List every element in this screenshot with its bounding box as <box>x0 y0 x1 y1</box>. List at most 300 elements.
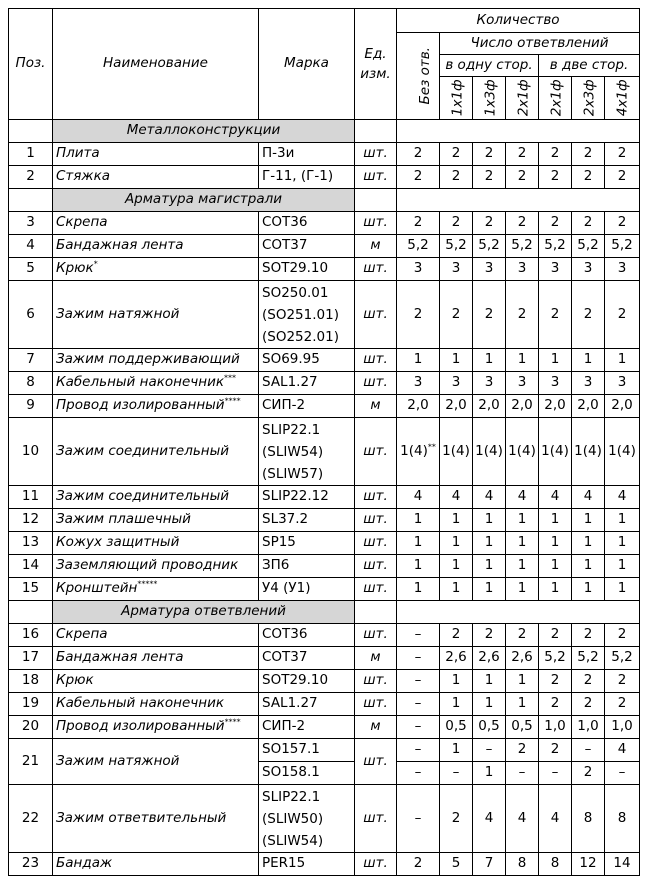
row-qty: 4 <box>572 486 605 509</box>
row-qty: 0,5 <box>473 716 506 739</box>
row-name <box>53 395 259 418</box>
row-qty <box>397 418 440 486</box>
row-pos: 13 <box>9 532 53 555</box>
row-qty: 2 <box>539 670 572 693</box>
row-pos: 9 <box>9 395 53 418</box>
row-qty: 1 <box>440 349 473 372</box>
row-qty: 5,2 <box>397 235 440 258</box>
row-name <box>53 509 259 532</box>
row-qty: – <box>506 762 539 785</box>
col-header-two-sides: в две стор. <box>539 55 640 77</box>
row-name-text: Плита <box>56 145 100 162</box>
row-qty: 1 <box>440 670 473 693</box>
row-qty: – <box>539 762 572 785</box>
row-mark-line: SLIP22.12 <box>262 488 329 505</box>
row-qty: 4 <box>506 486 539 509</box>
row-mark <box>259 235 355 258</box>
row-mark <box>259 349 355 372</box>
row-name-text: Бандаж <box>56 855 113 872</box>
col-header-name: Наименование <box>53 9 259 120</box>
row-qty: 2 <box>473 281 506 349</box>
table-row <box>9 418 640 486</box>
row-name <box>53 166 259 189</box>
row-qty: 4 <box>397 486 440 509</box>
col-header-variant <box>539 77 572 120</box>
row-qty: 8 <box>539 853 572 876</box>
row-qty: 3 <box>397 372 440 395</box>
row-qty: 3 <box>605 258 640 281</box>
row-qty: 8 <box>506 853 539 876</box>
row-unit: шт. <box>355 486 397 509</box>
row-unit: шт. <box>355 853 397 876</box>
row-qty: – <box>397 739 440 762</box>
row-name-text: Заземляющий проводник <box>56 557 239 574</box>
row-unit: шт. <box>355 258 397 281</box>
row-qty: 5,2 <box>539 235 572 258</box>
row-name-text: Бандажная лента <box>56 237 184 254</box>
row-qty: 1 <box>539 555 572 578</box>
section-title: Арматура магистрали <box>53 189 355 212</box>
row-qty: – <box>397 762 440 785</box>
section-unit-cell <box>355 120 397 143</box>
table-row <box>9 693 640 716</box>
row-qty: 2 <box>539 739 572 762</box>
row-name: Зажим натяжной <box>53 739 259 785</box>
row-qty: 1 <box>506 532 539 555</box>
row-mark <box>259 486 355 509</box>
row-qty: 2 <box>397 143 440 166</box>
row-mark-line: (SLIW57) <box>262 465 324 482</box>
row-name <box>53 693 259 716</box>
row-name-footnote-mark: **** <box>224 396 241 406</box>
table-row <box>9 785 640 853</box>
row-qty: 1 <box>440 555 473 578</box>
row-name-text: Зажим соединительный <box>56 442 230 459</box>
section-qty-cell <box>397 601 640 624</box>
row-name-text: Кожух защитный <box>56 534 180 551</box>
row-name <box>53 372 259 395</box>
table-row <box>9 372 640 395</box>
row-name-text: Зажим ответвительный <box>56 809 227 826</box>
row-qty-footnote-mark: ** <box>427 442 436 452</box>
row-mark <box>259 670 355 693</box>
row-name <box>53 212 259 235</box>
row-mark-line: (SLIW50) <box>262 810 324 827</box>
row-name <box>53 555 259 578</box>
row-name-text: Зажим соединительный <box>56 488 230 505</box>
col-header-no-branch-label: Без отв. <box>416 47 433 105</box>
row-pos: 20 <box>9 716 53 739</box>
table-row <box>9 624 640 647</box>
row-qty: 1 <box>572 578 605 601</box>
row-qty: 4 <box>506 785 539 853</box>
row-qty: 5,2 <box>506 235 539 258</box>
row-unit: шт. <box>355 349 397 372</box>
row-mark-line: COT37 <box>262 649 308 666</box>
row-qty: 1 <box>572 509 605 532</box>
table-row <box>9 509 640 532</box>
row-unit: шт. <box>355 281 397 349</box>
row-qty: 2 <box>572 624 605 647</box>
row-qty: 1(4) <box>440 418 473 486</box>
row-name <box>53 716 259 739</box>
row-unit: шт. <box>355 624 397 647</box>
row-pos: 10 <box>9 418 53 486</box>
col-header-one-side: в одну стор. <box>440 55 539 77</box>
row-mark <box>259 258 355 281</box>
row-name-text: Зажим плашечный <box>56 511 191 528</box>
row-qty: 3 <box>572 372 605 395</box>
row-name <box>53 785 259 853</box>
col-header-variant-label: 1х1ф <box>449 79 466 117</box>
row-qty: 2 <box>473 212 506 235</box>
row-qty: 4 <box>440 486 473 509</box>
row-qty: 2 <box>539 624 572 647</box>
row-qty: 1 <box>473 693 506 716</box>
row-qty: 1(4) <box>473 418 506 486</box>
col-header-variant <box>605 77 640 120</box>
table-row <box>9 716 640 739</box>
row-qty: 1(4) <box>605 418 640 486</box>
row-mark <box>259 555 355 578</box>
row-name-text: Крюк <box>56 672 94 689</box>
row-qty: 7 <box>473 853 506 876</box>
table-row <box>9 281 640 349</box>
col-header-unit <box>355 9 397 120</box>
row-qty: 3 <box>572 258 605 281</box>
row-qty: 1 <box>539 509 572 532</box>
row-mark-line: SO69.95 <box>262 351 320 368</box>
row-mark <box>259 509 355 532</box>
row-name <box>53 349 259 372</box>
row-qty: 2 <box>440 166 473 189</box>
row-qty: 1 <box>572 349 605 372</box>
row-qty: 1 <box>440 578 473 601</box>
row-qty: 2 <box>397 853 440 876</box>
row-qty: 1 <box>440 509 473 532</box>
row-qty: 3 <box>506 372 539 395</box>
row-mark <box>259 853 355 876</box>
row-name <box>53 486 259 509</box>
row-mark-line: SO250.01 <box>262 284 329 301</box>
col-header-variant <box>473 77 506 120</box>
row-qty: 1 <box>506 578 539 601</box>
row-pos: 2 <box>9 166 53 189</box>
row-qty: 3 <box>605 372 640 395</box>
row-qty: 2 <box>539 212 572 235</box>
row-unit: шт. <box>355 143 397 166</box>
col-header-mark: Марка <box>259 9 355 120</box>
row-qty: – <box>397 693 440 716</box>
row-mark <box>259 372 355 395</box>
row-unit: шт. <box>355 532 397 555</box>
row-qty: 2 <box>539 693 572 716</box>
row-qty: 1 <box>473 532 506 555</box>
row-qty: 1 <box>539 578 572 601</box>
row-qty: 2 <box>506 281 539 349</box>
row-name-text: Крюк <box>56 260 94 277</box>
row-qty: 2 <box>539 166 572 189</box>
row-qty: 1(4) <box>572 418 605 486</box>
section-pos-cell <box>9 601 53 624</box>
row-qty: 2,0 <box>473 395 506 418</box>
row-pos: 21 <box>9 739 53 785</box>
row-name <box>53 258 259 281</box>
specification-table <box>8 8 640 876</box>
row-qty: 1 <box>397 509 440 532</box>
row-qty: 2 <box>605 143 640 166</box>
section-row <box>9 601 640 624</box>
row-pos: 15 <box>9 578 53 601</box>
row-qty: 2 <box>440 281 473 349</box>
row-pos: 7 <box>9 349 53 372</box>
row-qty: 2 <box>572 166 605 189</box>
row-name-text: Стяжка <box>56 168 110 185</box>
row-qty: 2,0 <box>506 395 539 418</box>
row-name-text: Зажим натяжной <box>56 305 180 322</box>
section-unit-cell <box>355 601 397 624</box>
row-name <box>53 235 259 258</box>
row-mark-line: СИП-2 <box>262 397 306 414</box>
row-qty: 2 <box>397 281 440 349</box>
row-qty: 2 <box>506 739 539 762</box>
col-header-variant-label: 2х1ф <box>548 79 565 117</box>
row-qty: 5,2 <box>605 235 640 258</box>
row-qty: 2,0 <box>539 395 572 418</box>
row-qty: 4 <box>605 739 640 762</box>
row-name-text: Бандажная лента <box>56 649 184 666</box>
col-header-variant <box>572 77 605 120</box>
row-unit: шт. <box>355 578 397 601</box>
row-qty: 12 <box>572 853 605 876</box>
section-title: Арматура ответвлений <box>53 601 355 624</box>
row-mark-line: SP15 <box>262 534 296 551</box>
section-qty-cell <box>397 120 640 143</box>
row-qty: 1,0 <box>572 716 605 739</box>
row-mark-line: SOT29.10 <box>262 260 329 277</box>
row-qty: 1 <box>440 532 473 555</box>
row-name <box>53 647 259 670</box>
row-pos: 6 <box>9 281 53 349</box>
row-name <box>53 143 259 166</box>
row-name-text: Скрепа <box>56 626 108 643</box>
col-header-variant-label: 4х1ф <box>614 79 631 117</box>
row-unit: шт. <box>355 372 397 395</box>
row-unit: шт. <box>355 418 397 486</box>
row-qty: 2 <box>506 212 539 235</box>
row-qty: 3 <box>506 258 539 281</box>
section-row <box>9 189 640 212</box>
row-unit: шт. <box>355 555 397 578</box>
row-pos: 4 <box>9 235 53 258</box>
row-qty: 8 <box>572 785 605 853</box>
section-row <box>9 120 640 143</box>
row-mark-line: SLIP22.1 <box>262 788 321 805</box>
row-qty: 0,5 <box>506 716 539 739</box>
row-qty: 2,6 <box>506 647 539 670</box>
row-name-footnote-mark: **** <box>224 717 241 727</box>
row-qty: 2 <box>605 166 640 189</box>
row-qty: – <box>397 670 440 693</box>
row-mark: SO157.1 <box>259 739 355 762</box>
row-name <box>53 578 259 601</box>
table-row <box>9 670 640 693</box>
row-pos: 5 <box>9 258 53 281</box>
row-qty: 2 <box>572 212 605 235</box>
row-qty: 1 <box>506 670 539 693</box>
row-mark-line: (SO251.01) <box>262 306 339 323</box>
row-unit: м <box>355 647 397 670</box>
row-qty: 1 <box>506 555 539 578</box>
row-qty: 1 <box>572 555 605 578</box>
row-name-text: Кронштейн <box>56 580 138 597</box>
row-unit: м <box>355 395 397 418</box>
table-row <box>9 647 640 670</box>
row-pos: 11 <box>9 486 53 509</box>
row-qty: 2 <box>605 693 640 716</box>
row-name-text: Скрепа <box>56 214 108 231</box>
row-mark-line: Г-11, (Г-1) <box>262 168 334 185</box>
table-row <box>9 739 640 762</box>
row-qty: 1 <box>539 532 572 555</box>
row-unit: шт. <box>355 509 397 532</box>
row-qty: – <box>397 716 440 739</box>
row-qty: 1 <box>473 509 506 532</box>
row-qty: 1 <box>397 532 440 555</box>
row-qty: 1 <box>397 555 440 578</box>
row-qty: 1 <box>605 509 640 532</box>
row-qty: 2,0 <box>397 395 440 418</box>
row-qty: 4 <box>539 785 572 853</box>
row-mark-line: ЗП6 <box>262 557 290 574</box>
table-row <box>9 486 640 509</box>
row-mark-line: (SO252.01) <box>262 328 339 345</box>
row-pos: 16 <box>9 624 53 647</box>
col-header-variant <box>440 77 473 120</box>
row-mark <box>259 166 355 189</box>
row-mark <box>259 785 355 853</box>
row-mark-line: COT36 <box>262 626 308 643</box>
row-pos: 19 <box>9 693 53 716</box>
table-row <box>9 258 640 281</box>
table-row <box>9 349 640 372</box>
row-name <box>53 281 259 349</box>
row-qty: 8 <box>605 785 640 853</box>
row-qty: 2 <box>572 670 605 693</box>
row-mark-line: (SLIW54) <box>262 443 324 460</box>
row-qty: 2 <box>572 693 605 716</box>
row-name <box>53 670 259 693</box>
row-qty: 1 <box>473 578 506 601</box>
row-qty: 2 <box>572 143 605 166</box>
row-qty: 2 <box>473 143 506 166</box>
row-qty: 1 <box>473 762 506 785</box>
row-qty: 5,2 <box>473 235 506 258</box>
row-pos: 3 <box>9 212 53 235</box>
row-qty: 5,2 <box>440 235 473 258</box>
row-mark-line: SL37.2 <box>262 511 309 528</box>
row-qty: 2,6 <box>473 647 506 670</box>
row-qty: 2,0 <box>440 395 473 418</box>
table-row <box>9 143 640 166</box>
row-qty: 2 <box>572 281 605 349</box>
row-unit: шт. <box>355 739 397 785</box>
table-row <box>9 395 640 418</box>
row-qty: 1 <box>397 349 440 372</box>
row-mark <box>259 716 355 739</box>
row-qty: 4 <box>539 486 572 509</box>
row-qty: 1 <box>440 739 473 762</box>
row-mark-line: COT37 <box>262 237 308 254</box>
row-qty: 1(4) <box>506 418 539 486</box>
row-qty: 2 <box>539 143 572 166</box>
row-mark-line: У4 (У1) <box>262 580 311 597</box>
row-pos: 12 <box>9 509 53 532</box>
table-row <box>9 555 640 578</box>
row-qty: 2 <box>440 624 473 647</box>
row-name <box>53 532 259 555</box>
row-qty: 2 <box>506 166 539 189</box>
row-qty: 3 <box>440 258 473 281</box>
row-mark-line: SAL1.27 <box>262 374 318 391</box>
table-row <box>9 853 640 876</box>
row-qty: 1,0 <box>605 716 640 739</box>
row-name-text: Кабельный наконечник <box>56 695 224 712</box>
row-mark <box>259 281 355 349</box>
row-qty: 2 <box>506 624 539 647</box>
row-name <box>53 853 259 876</box>
col-header-branch-count: Число ответвлений <box>440 33 640 55</box>
row-unit: шт. <box>355 670 397 693</box>
row-pos: 14 <box>9 555 53 578</box>
row-mark <box>259 647 355 670</box>
col-header-variant-label: 2х1ф <box>515 79 532 117</box>
row-qty: 2 <box>539 281 572 349</box>
row-qty: 3 <box>397 258 440 281</box>
row-qty: – <box>473 739 506 762</box>
row-pos: 17 <box>9 647 53 670</box>
row-qty: 14 <box>605 853 640 876</box>
row-qty: 1 <box>605 555 640 578</box>
row-qty: 2 <box>397 166 440 189</box>
row-qty: 1 <box>605 578 640 601</box>
col-header-unit-label: Ед. изм. <box>360 46 391 82</box>
row-unit: шт. <box>355 212 397 235</box>
row-qty: 3 <box>539 372 572 395</box>
row-unit: шт. <box>355 693 397 716</box>
row-name-text: Провод изолированный <box>56 718 225 735</box>
col-header-quantity: Количество <box>397 9 640 33</box>
row-qty: 2,0 <box>572 395 605 418</box>
table-row <box>9 235 640 258</box>
section-title: Металлоконструкции <box>53 120 355 143</box>
row-qty: 2 <box>473 624 506 647</box>
row-name-text: Зажим поддерживающий <box>56 351 240 368</box>
row-pos: 22 <box>9 785 53 853</box>
row-qty: 2 <box>440 785 473 853</box>
col-header-variant-label: 2х3ф <box>581 79 598 117</box>
col-header-variant-label: 1х3ф <box>482 79 499 117</box>
section-pos-cell <box>9 189 53 212</box>
row-qty: 3 <box>473 372 506 395</box>
row-pos: 18 <box>9 670 53 693</box>
row-qty: 1,0 <box>539 716 572 739</box>
row-qty: – <box>605 762 640 785</box>
row-qty: 1 <box>397 578 440 601</box>
row-unit: м <box>355 716 397 739</box>
row-name-footnote-mark: * <box>93 259 98 269</box>
section-pos-cell <box>9 120 53 143</box>
